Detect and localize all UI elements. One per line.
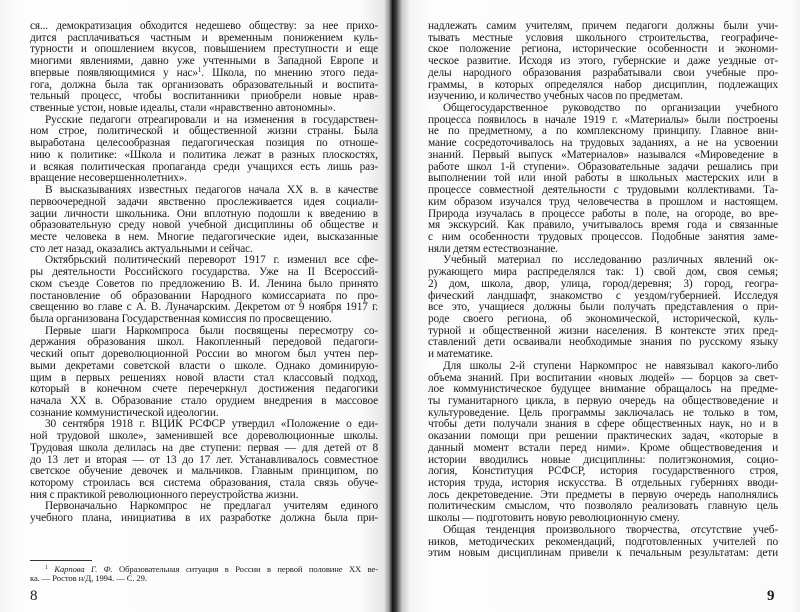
text-line: многими явлениями, давно уже учтенными в Западной Европе и	[30, 55, 378, 68]
text-line: Общегосударственное руководство по организации учебного	[443, 102, 778, 115]
text-line: Русские педагоги отреагировали и на изменения в государствен-	[45, 113, 378, 126]
text-line: ким образом изучался труд человечества в прошлом и настоящем.	[428, 195, 778, 208]
text-line: учебного плана, инициатива в их разработке должна была при-	[30, 512, 378, 525]
footnote-text: Образовательная ситуация в России в первой половине XX ве-	[112, 564, 379, 574]
text-line: процесса появилось в начале 1919 г. «Материалы» были построены	[428, 113, 778, 126]
page-number: 9	[767, 588, 775, 604]
footnote-divider	[30, 560, 92, 561]
text-line: Для школы 2-й ступени Наркомпрос не навязывал какого-либо	[443, 359, 778, 372]
text-line: ружающего мира распределялся так: 1) свой дом, своя семья;	[428, 266, 778, 279]
text-line: Первые шаги Наркомпроса были посвящены пересмотру со-	[45, 324, 378, 337]
text-line: фический ландшафт, знакомство с уездом/губернией. Исследуя	[428, 289, 778, 302]
text-line: политическим смыслом, что позволяло реализовать главную цель	[428, 500, 778, 513]
text-line: вращение несовершеннолетних».	[30, 172, 187, 185]
text-line: ческое развитие. Исходя из этого, губернские и даже уездные от-	[428, 55, 778, 68]
text-line: Природа изучалась в процессе работы в поле, на огороде, во вре-	[428, 207, 778, 220]
text-line: история труда, история искусства. В отдельных губерниях вводи-	[428, 477, 778, 490]
text-fragment: . Школа, по мнению этого педа-	[201, 66, 378, 79]
text-line: знаний. Первый выпуск «Материалов» назывался «Мироведение в	[428, 148, 778, 161]
text-line: чтобы дети получали знания в сфере общественных наук, но и в	[428, 418, 778, 431]
footnote-reference[interactable]: 1	[197, 65, 202, 74]
footnote	[30, 563, 378, 583]
text-line: сознание коммунистической идеологии.	[30, 406, 219, 419]
text-line: и математике.	[428, 348, 493, 361]
text-line: была организована Государственная комиссия по просвещению.	[30, 312, 332, 325]
text-line: дится расплачиваться частным и временным понижением куль-	[30, 31, 378, 44]
text-line: лось декретоведение. Эти предметы в первую очередь наполнялись	[428, 488, 778, 501]
text-line: 30 сентября 1918 г. ВЦИК РСФСР утвердил «Положение о еди-	[45, 418, 378, 431]
text-line: щим в первых решениях новой власти стал классовый подход,	[30, 371, 378, 384]
text-line: ственные устои, новые идеалы, стали «нравственно автономны».	[30, 102, 336, 115]
text-line: этим новым дисциплинам привели к печальным результатам: дети	[428, 547, 778, 560]
left-page-text	[30, 21, 378, 525]
text-line: зации личности школьника. Они вплотную подошли к введению в	[30, 207, 378, 220]
text-line: граммы, в которых определялся набор дисциплин, подлежащих	[428, 78, 778, 91]
text-line: работе школ 1-й ступени». Образовательные задачи решались при	[428, 160, 778, 173]
text-line: ной трудовой школе», заменившей все дореволюционные школы.	[30, 430, 378, 443]
right-page	[392, 0, 800, 612]
text-line: месте человека в нем. Многие педагогические идеи, высказанные	[30, 230, 378, 243]
page-number: 8	[30, 588, 38, 604]
text-line: и всякая политическая пропаганда среди учащихся есть лишь раз-	[30, 160, 378, 173]
text-line: светское обучение девочек и мальчиков. Главным принципом, по	[30, 465, 378, 478]
text-line: выработана целесообразная педагогическая позиция по отноше-	[30, 137, 378, 150]
text-line: образовательную среду новой учебной дисциплины об обществе и	[30, 219, 378, 232]
text-line: Октябрьский политический переворот 1917 г. изменил все сфе-	[45, 254, 378, 267]
text-line: Трудовая школа делилась на две ступени: первая — для детей от 8	[30, 441, 378, 454]
text-line: турности и опошлением вкусов, повышением преступности и еще	[30, 43, 378, 56]
text-line: лое коммунистическое будущее внимание обращалось на предме-	[428, 383, 778, 396]
text-line: надлежать самим учителям, причем педагоги должны были учи-	[428, 20, 778, 32]
text-line: ческий опыт дореволюционной России во многом был учтен пер-	[30, 348, 378, 361]
text-line: ское положение региона, исторические особенности и экономи-	[428, 43, 778, 56]
text-line: до 13 лет и вторая — от 13 до 17 лет. Устанавливалось совместное	[30, 453, 378, 466]
text-line: школы — подготовить новую революционную смену.	[428, 512, 680, 525]
text-line: процессе совместной деятельности с трудовыми коллективами. Та-	[428, 184, 778, 197]
footnote-marker: 1	[45, 565, 48, 571]
text-line: ников, методических рекомендаций, подготовленных учителей по	[428, 535, 778, 548]
text-line: все это, учащиеся должны были получать представления о при-	[428, 301, 778, 314]
text-line: ния с практикой революционного переустройства жизни.	[30, 488, 299, 501]
text-line: нию к политике: «Школа и политика лежат в разных плоскостях,	[30, 148, 378, 161]
text-line: который в конечном счете перечеркнул достижения педагогики	[30, 383, 378, 396]
text-line: гога, должна была так организовать образовательный и воспита-	[30, 78, 378, 91]
text-line: свещению во главе с А. В. Луначарским. Декретом от 9 ноября 1917 г.	[30, 301, 378, 314]
text-line: тывать местные условия школьного строительства, географиче-	[428, 31, 778, 44]
footnote-author: Карпова Г. Ф.	[54, 564, 113, 574]
text-line: с ним особенности трудовых процессов. Подобные занятия заме-	[428, 230, 778, 243]
text-line: данный момент встали перед ними». Кроме обществоведения и	[428, 441, 778, 454]
text-line: оказании помощи при решении практических задач, «которые в	[428, 430, 778, 443]
footnote-line	[30, 563, 378, 573]
text-line: ры деятельности Российского государства. Уже на II Всероссий-	[30, 266, 378, 279]
right-page-text	[428, 21, 778, 560]
text-line: ском съезде Советов по предложению В. И. Ленина было принято	[30, 277, 378, 290]
text-line: ся... демократизация обходится недешево обществу: за нее прихо-	[30, 20, 378, 32]
text-line: мя экскурсий. Как правило, учитывалось время года и связанные	[428, 219, 778, 232]
text-line: выполнении той или иной работы в школьных мастерских или в	[428, 172, 778, 185]
text-line: постановление об образовании Народного комиссариата по про-	[30, 289, 378, 302]
text-line: которому строилась вся система образования, стала связь обуче-	[30, 477, 378, 490]
text-line: ставлений дети осваивали необходимые знания по русскому языку	[428, 336, 778, 349]
text-line: Учебный материал по исследованию различных явлений ок-	[443, 254, 778, 267]
text-line: первоочередной задачи явственно прослеживается идея социали-	[30, 195, 378, 208]
footnote-line: ка. — Ростов н/Д, 1994. — С. 29.	[30, 573, 147, 583]
text-line: няли детям естествознание.	[428, 242, 558, 255]
text-line: Общая тенденция произвольного творчества, отсутствие учеб-	[443, 523, 778, 536]
text-line: ты гуманитарного цикла, в первую очередь на обществоведение и	[428, 395, 778, 407]
text-line	[30, 65, 378, 80]
text-line: В высказываниях известных педагогов начала XX в. в качестве	[45, 184, 378, 197]
text-line: истории вводились новые дисциплины: политэкономия, социо-	[428, 453, 778, 466]
text-line: держания образования школ. Накопленный передовой педагоги-	[30, 336, 378, 349]
text-line: объема знаний. При воспитании «новых людей» — борцов за свет-	[428, 371, 778, 384]
text-line: культуроведение. Цель программы заключалась не только в том,	[428, 406, 778, 419]
text-line: изучению, и количество учебных часов по предметам.	[428, 90, 683, 103]
left-page	[0, 0, 392, 612]
text-line: ном строе, политической и общественной жизни страны. Была	[30, 125, 378, 138]
text-line: мание сосредоточивалось на трудовых заданиях, а не на усвоении	[428, 137, 778, 150]
text-line: турной и общественной жизни населения. В контексте этих пред-	[428, 324, 778, 337]
text-line: сто лет назад, оказались актуальными и сейчас.	[30, 242, 253, 255]
text-line: начала XX в. Образование стало орудием внедрения в массовое	[30, 395, 378, 407]
text-line: тельный процесс, чтобы воспитанники приобрели новые нрав-	[30, 90, 378, 103]
text-line: 2) дом, школа, двор, улица, город/деревня; 3) город, геогра-	[428, 277, 778, 290]
text-line: не по предметному, а по комплексному принципу. Главное вни-	[428, 125, 778, 138]
text-line: Первоначально Наркомпрос не предлагал учителям единого	[45, 500, 378, 513]
text-line: логия, Конституция РСФСР, история государственного строя,	[428, 465, 778, 478]
text-line: делы народного образования разрабатывали свои учебные про-	[428, 66, 778, 79]
text-fragment: впервые появляющимися у нас»	[30, 66, 198, 79]
text-line: роде своего региона, об экономической, исторической, куль-	[428, 312, 778, 325]
text-line: выми декретами советской власти о школе. Однако доминирую-	[30, 359, 378, 372]
